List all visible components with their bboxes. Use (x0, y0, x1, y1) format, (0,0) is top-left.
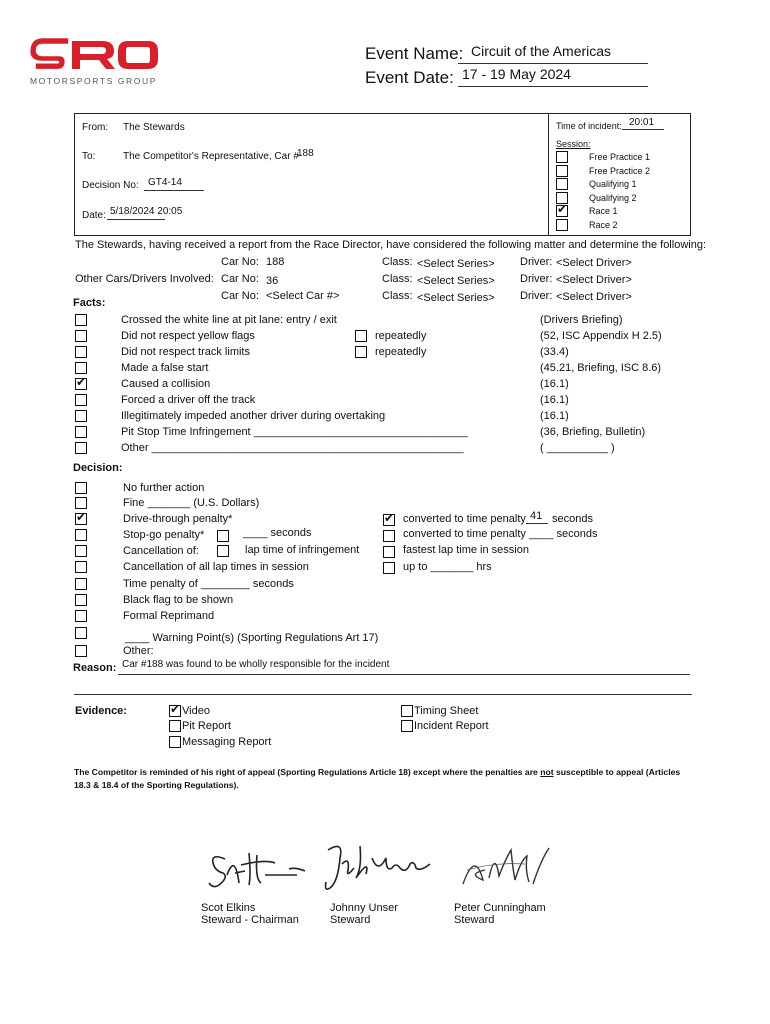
fact-label-5: Caused a collision (121, 378, 211, 390)
class-label-1: Class: (382, 256, 413, 268)
upto-checkbox[interactable] (383, 562, 395, 574)
session-checkbox-3[interactable] (556, 178, 568, 190)
class-value-3: <Select Series> (417, 292, 495, 304)
incident-line (622, 129, 664, 130)
event-date-label: Event Date: (365, 68, 454, 87)
incident-value: 20:01 (629, 117, 655, 128)
decision-label-11: Other: (123, 645, 154, 657)
signature-role-2: Steward (330, 914, 371, 926)
evidence-checkbox-1[interactable]: ✔ (170, 702, 181, 716)
decision-checkbox-5[interactable] (75, 545, 87, 557)
fact-label-6: Forced a driver off the track (121, 394, 256, 406)
fact-ref-2: (52, ISC Appendix H 2.5) (540, 330, 662, 342)
driver-value-2: <Select Driver> (556, 274, 632, 286)
lap-time-label: lap time of infringement (245, 544, 360, 556)
session-label-5: Race 1 (589, 206, 618, 216)
signature-name-2: Johnny Unser (330, 902, 398, 914)
sro-logo-mark (28, 38, 160, 72)
fact-label-9: Other ___________________________________________________ (121, 442, 464, 454)
evidence-label-3: Messaging Report (182, 736, 272, 748)
reason-label: Reason: (73, 662, 117, 674)
fastest-label: fastest lap time in session (403, 544, 529, 556)
event-name-value: Circuit of the Americas (471, 43, 612, 59)
signature-role-3: Steward (454, 914, 495, 926)
class-label-2: Class: (382, 273, 413, 285)
fact-checkbox-5[interactable]: ✔ (76, 375, 87, 389)
decision-checkbox-6[interactable] (75, 561, 87, 573)
evidence-label-2: Pit Report (182, 720, 231, 732)
session-checkbox-1[interactable] (556, 151, 568, 163)
session-label-3: Qualifying 1 (589, 179, 637, 189)
from-label: From: (82, 122, 109, 133)
decision-no-line (144, 190, 204, 191)
class-value-1: <Select Series> (417, 258, 495, 270)
session-checkbox-6[interactable] (556, 219, 568, 231)
decision-checkbox-4[interactable] (75, 529, 87, 541)
reason-line-2 (74, 694, 692, 695)
fact-ref-7: (16.1) (540, 410, 569, 422)
driver-label-1: Driver: (520, 256, 553, 268)
event-name-label: Event Name: (365, 44, 464, 63)
box-divider (548, 113, 549, 235)
decision-label-1: No further action (123, 482, 205, 494)
stopgo-seconds-label: ____ seconds (243, 527, 312, 539)
repeatedly-label-yellow: repeatedly (375, 330, 427, 342)
signature-role-1: Steward - Chairman (201, 914, 299, 926)
lap-time-checkbox[interactable] (217, 545, 229, 557)
brand-subtitle: MOTORSPORTS GROUP (30, 76, 158, 86)
session-checkbox-5[interactable]: ✔ (557, 202, 568, 216)
converted1-seconds: seconds (552, 513, 593, 525)
car-no-label-3: Car No: (221, 290, 259, 302)
other-cars-label: Other Cars/Drivers Involved: (75, 273, 214, 285)
evidence-label: Evidence: (75, 705, 127, 717)
to-value: The Competitor's Representative, Car # (123, 151, 299, 162)
decision-checkbox-2[interactable] (75, 497, 87, 509)
reason-line-1 (118, 674, 690, 675)
fact-ref-3: (33.4) (540, 346, 569, 358)
converted1-checkbox[interactable]: ✔ (384, 511, 395, 525)
car-no-value-1: 188 (266, 256, 285, 268)
converted2-checkbox[interactable] (383, 530, 395, 542)
fact-label-3: Did not respect track limits (121, 346, 250, 358)
fact-checkbox-1[interactable] (75, 314, 87, 326)
decision-label-3: Drive-through penalty* (123, 513, 233, 525)
decision-label-4: Stop-go penalty* (123, 529, 205, 541)
decision-label-5: Cancellation of: (123, 545, 199, 557)
decision-label-2: Fine _______ (U.S. Dollars) (123, 497, 260, 509)
fact-ref-5: (16.1) (540, 378, 569, 390)
upto-label: up to _______ hrs (403, 561, 492, 573)
evidence-label-1: Video (182, 705, 210, 717)
signature-peter-cunningham (455, 840, 555, 892)
decision-checkbox-7[interactable] (75, 578, 87, 590)
stopgo-seconds-checkbox[interactable] (217, 530, 229, 542)
facts-title: Facts: (73, 297, 106, 309)
repeatedly-checkbox-limits[interactable] (355, 346, 367, 358)
sro-logo (28, 38, 160, 88)
decision-title: Decision: (73, 462, 123, 474)
fact-ref-1: (Drivers Briefing) (540, 314, 623, 326)
decision-label-10: ____ Warning Point(s) (Sporting Regulations Art 17) (125, 632, 379, 644)
evidence-checkbox-2[interactable] (169, 720, 181, 732)
to-label: To: (82, 151, 96, 162)
event-name-line (458, 63, 648, 64)
session-label-4: Qualifying 2 (589, 192, 637, 203)
fact-checkbox-2[interactable] (75, 330, 87, 342)
date-value: 5/18/2024 20:05 (110, 206, 183, 217)
date-label: Date: (82, 210, 106, 221)
fact-checkbox-9[interactable] (75, 442, 87, 454)
event-date-value: 17 - 19 May 2024 (462, 66, 571, 82)
signature-name-3: Peter Cunningham (454, 902, 546, 914)
session-label: Session: (556, 139, 591, 149)
fastest-checkbox[interactable] (383, 546, 395, 558)
to-car: 188 (297, 148, 314, 159)
fact-label-8: Pit Stop Time Infringement ___________________________________ (121, 426, 468, 438)
evidence-checkbox-5[interactable] (401, 720, 413, 732)
car-no-label-2: Car No: (221, 273, 259, 285)
fact-checkbox-7[interactable] (75, 410, 87, 422)
decision-checkbox-9[interactable] (75, 610, 87, 622)
appeal-pre: The Competitor is reminded of his right of appeal (Sporting Regulations Article 18) except where the penalties are (74, 767, 541, 777)
decision-no-value: GT4-14 (148, 177, 182, 188)
decision-checkbox-10[interactable] (75, 627, 87, 639)
converted2-label: converted to time penalty ____ seconds (403, 528, 598, 540)
decision-no-label: Decision No: (82, 180, 139, 191)
evidence-checkbox-3[interactable] (169, 736, 181, 748)
signature-name-1: Scot Elkins (201, 902, 256, 914)
class-value-2: <Select Series> (417, 275, 495, 287)
appeal-post: susceptible to appeal (Articles 18.3 & 18.4 of the Sporting Regulations). (74, 767, 681, 790)
converted1-line (526, 523, 548, 524)
driver-label-2: Driver: (520, 273, 553, 285)
fact-label-2: Did not respect yellow flags (121, 330, 255, 342)
evidence-label-5: Incident Report (414, 720, 489, 732)
driver-value-3: <Select Driver> (556, 291, 632, 303)
fact-ref-6: (16.1) (540, 394, 569, 406)
car-no-value-2: 36 (266, 275, 279, 287)
reason-value: Car #188 was found to be wholly responsible for the incident (122, 659, 390, 670)
session-label-2: Free Practice 2 (589, 165, 651, 176)
decision-checkbox-3[interactable]: ✔ (76, 510, 87, 524)
fact-checkbox-3[interactable] (75, 346, 87, 358)
decision-label-8: Black flag to be shown (123, 594, 234, 606)
driver-value-1: <Select Driver> (556, 257, 632, 269)
appeal-not: not (540, 767, 554, 777)
driver-label-3: Driver: (520, 290, 553, 302)
fact-checkbox-6[interactable] (75, 394, 87, 406)
incident-label: Time of incident: (556, 121, 622, 131)
decision-label-6: Cancellation of all lap times in session (123, 561, 309, 573)
fact-ref-8: (36, Briefing, Bulletin) (540, 426, 646, 438)
repeatedly-checkbox-yellow[interactable] (355, 330, 367, 342)
class-label-3: Class: (382, 290, 413, 302)
signature-johnny-unser (320, 838, 440, 900)
session-label-1: Free Practice 1 (589, 152, 651, 162)
date-line (107, 219, 165, 220)
fact-label-4: Made a false start (121, 362, 209, 374)
car-no-value-3: <Select Car #> (266, 290, 340, 302)
session-checkbox-2[interactable] (556, 165, 568, 177)
evidence-checkbox-4[interactable] (401, 705, 413, 717)
decision-checkbox-8[interactable] (75, 594, 87, 606)
from-value: The Stewards (123, 122, 185, 133)
decision-checkbox-11[interactable] (75, 645, 87, 657)
signature-scot-elkins (205, 845, 310, 895)
fact-label-1: Crossed the white line at pit lane: entry / exit (121, 314, 337, 326)
decision-label-9: Formal Reprimand (123, 610, 215, 622)
fact-label-7: Illegitimately impeded another driver during overtaking (121, 410, 386, 422)
decision-label-7: Time penalty of ________ seconds (123, 578, 294, 590)
repeatedly-label-limits: repeatedly (375, 346, 427, 358)
session-label-6: Race 2 (589, 219, 618, 230)
fact-checkbox-8[interactable] (75, 426, 87, 438)
converted1-label: converted to time penalty (403, 513, 526, 525)
fact-ref-4: (45.21, Briefing, ISC 8.6) (540, 362, 662, 374)
appeal-text (74, 766, 694, 792)
car-no-label-1: Car No: (221, 256, 259, 268)
decision-checkbox-1[interactable] (75, 482, 87, 494)
fact-checkbox-4[interactable] (75, 362, 87, 374)
converted1-value: 41 (530, 510, 543, 522)
event-date-line (458, 86, 648, 87)
evidence-label-4: Timing Sheet (414, 705, 479, 717)
intro-text: The Stewards, having received a report from the Race Director, have considered the following matter and determine the following: (75, 239, 706, 251)
fact-ref-9: ( __________ ) (540, 442, 615, 454)
